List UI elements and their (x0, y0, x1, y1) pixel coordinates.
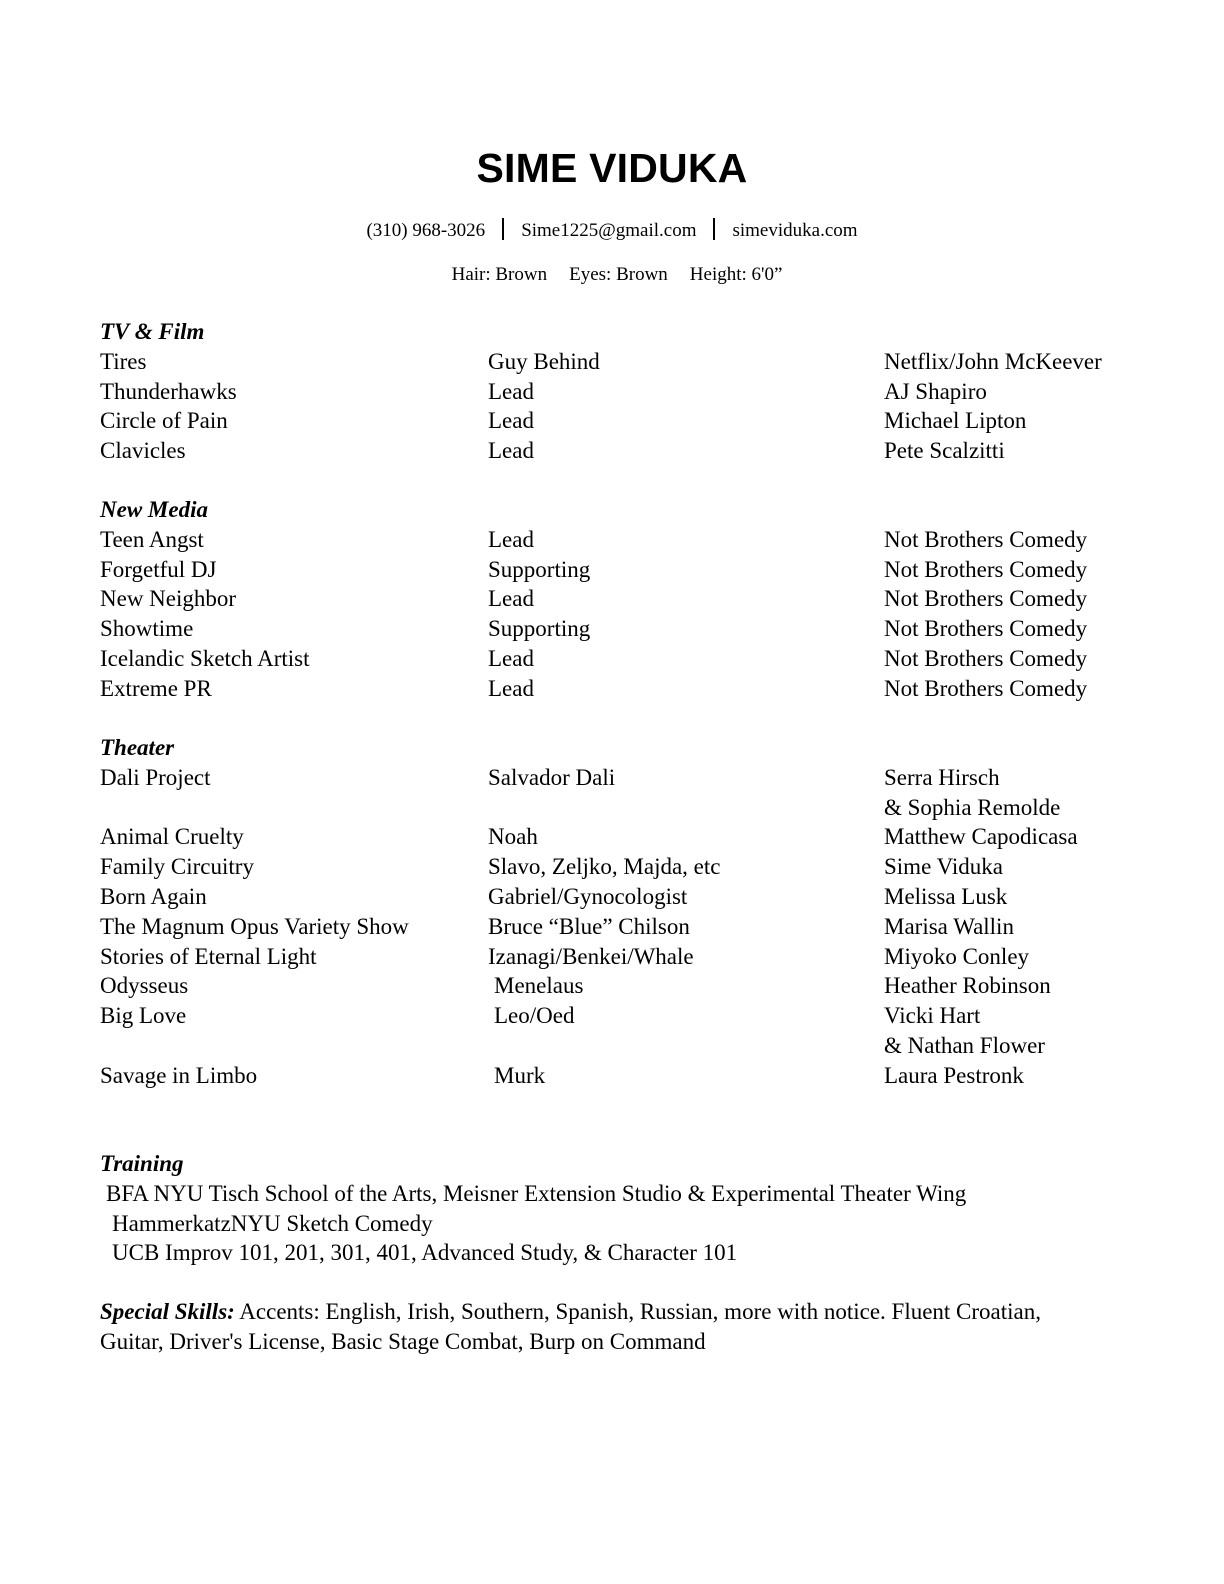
credit-row (100, 882, 1160, 912)
credit-row (100, 584, 1160, 614)
role: Lead (488, 408, 534, 434)
credit-row (100, 555, 1160, 585)
role: Leo/Oed (494, 1003, 575, 1029)
eye-color: Eyes: Brown (569, 264, 668, 285)
credit-row (100, 436, 1160, 466)
project-title: Odysseus (100, 973, 189, 999)
credit-company (884, 822, 1078, 852)
credit-company (884, 1001, 1045, 1061)
credit-line: Not Brothers Comedy (884, 616, 1088, 642)
section-title: Training (100, 1151, 184, 1176)
credit-row (100, 942, 1160, 972)
role: Lead (488, 586, 534, 612)
role: Lead (488, 438, 534, 464)
credit-line: Matthew Capodicasa (884, 824, 1078, 850)
project-title: Family Circuitry (100, 854, 254, 880)
project-title: Animal Cruelty (100, 824, 244, 850)
contact-divider (502, 218, 504, 240)
credit-company (884, 912, 1014, 942)
project-title: New Neighbor (100, 586, 237, 612)
special-skills (100, 1297, 1110, 1357)
credit-line: Melissa Lusk (884, 883, 1008, 909)
credit-row (100, 1061, 1160, 1091)
credit-row (100, 912, 1160, 942)
project-title: Icelandic Sketch Artist (100, 645, 310, 671)
project-title: Tires (100, 348, 147, 374)
role: Supporting (488, 616, 591, 642)
credit-company (884, 882, 1007, 912)
project-title: Circle of Pain (100, 408, 228, 434)
section-theater (100, 733, 1160, 1091)
role: Gabriel/Gynocologist (488, 883, 688, 909)
credit-company (884, 525, 1087, 555)
project-title: Clavicles (100, 438, 186, 464)
credit-row (100, 852, 1160, 882)
credit-row (100, 763, 1160, 823)
credit-line: Serra Hirsch (884, 764, 1000, 790)
role: Guy Behind (488, 348, 600, 374)
training-line: UCB Improv 101, 201, 301, 401, Advanced Study, & Character 101 (112, 1240, 738, 1266)
credit-company (884, 971, 1051, 1001)
role: Lead (488, 675, 534, 701)
credit-line: Not Brothers Comedy (884, 526, 1088, 552)
credit-company (884, 584, 1087, 614)
contact-divider (713, 218, 715, 240)
training-line: BFA NYU Tisch School of the Arts, Meisner Extension Studio & Experimental Theater Wing (106, 1180, 967, 1206)
hair-color: Hair: Brown (451, 264, 548, 285)
credit-line: AJ Shapiro (884, 378, 987, 404)
credit-company (884, 555, 1087, 585)
credit-line: Michael Lipton (884, 408, 1027, 434)
credit-row (100, 822, 1160, 852)
actor-name: SIME VIDUKA (476, 145, 748, 191)
project-title: The Magnum Opus Variety Show (100, 913, 409, 939)
physical-stats (0, 261, 1224, 289)
credit-company (884, 674, 1087, 704)
role: Murk (494, 1062, 546, 1088)
credit-line: Not Brothers Comedy (884, 586, 1088, 612)
website: simeviduka.com (732, 220, 858, 241)
credit-row (100, 674, 1160, 704)
credit-line: Miyoko Conley (884, 943, 1030, 969)
credit-line: Vicki Hart (884, 1003, 981, 1029)
special-skills-text: Accents: English, Irish, Southern, Spanish, Russian, more with notice. Fluent Croatian, Guitar, Driver's License, Basic Stage Combat, Burp on Command (100, 1299, 1042, 1354)
credit-company (884, 644, 1087, 674)
project-title: Born Again (100, 883, 207, 909)
credit-line: Netflix/John McKeever (884, 348, 1102, 374)
training-line: HammerkatzNYU Sketch Comedy (112, 1210, 433, 1236)
section-training (100, 1149, 1160, 1268)
section-new-media (100, 495, 1160, 704)
height: Height: 6'0” (689, 264, 783, 285)
project-title: Extreme PR (100, 675, 212, 701)
credit-row (100, 614, 1160, 644)
section-title: TV & Film (100, 319, 205, 344)
credit-company (884, 436, 1005, 466)
role: Lead (488, 378, 534, 404)
credit-company (884, 377, 987, 407)
credit-company (884, 614, 1087, 644)
credit-line: Pete Scalzitti (884, 438, 1005, 464)
role: Menelaus (494, 973, 584, 999)
credit-row (100, 971, 1160, 1001)
credit-row (100, 347, 1160, 377)
role: Izanagi/Benkei/Whale (488, 943, 694, 969)
project-title: Teen Angst (100, 526, 204, 552)
role: Lead (488, 645, 534, 671)
credit-row (100, 1001, 1160, 1061)
credit-company (884, 347, 1102, 377)
credit-line: Not Brothers Comedy (884, 556, 1088, 582)
credit-company (884, 942, 1029, 972)
role: Noah (488, 824, 538, 850)
credit-row (100, 377, 1160, 407)
section-title: New Media (100, 497, 208, 522)
project-title: Savage in Limbo (100, 1062, 258, 1088)
contact-line (0, 217, 1224, 245)
credit-line: Marisa Wallin (884, 913, 1014, 939)
credit-line: Heather Robinson (884, 973, 1051, 999)
credit-company (884, 406, 1026, 436)
project-title: Thunderhawks (100, 378, 237, 404)
role: Salvador Dali (488, 764, 616, 790)
credit-company (884, 852, 1003, 882)
credit-line: Laura Pestronk (884, 1062, 1024, 1088)
project-title: Forgetful DJ (100, 556, 217, 582)
project-title: Stories of Eternal Light (100, 943, 317, 969)
credit-line: & Sophia Remolde (884, 794, 1061, 820)
role: Supporting (488, 556, 591, 582)
section-tv-film (100, 317, 1160, 466)
credit-company (884, 763, 1060, 823)
role: Lead (488, 526, 534, 552)
email-address: Sime1225@gmail.com (521, 220, 697, 241)
project-title: Big Love (100, 1003, 187, 1029)
project-title: Showtime (100, 616, 194, 642)
credit-company (884, 1061, 1024, 1091)
phone-number: (310) 968-3026 (366, 220, 486, 241)
credit-line: & Nathan Flower (884, 1032, 1045, 1058)
section-title: Theater (100, 735, 175, 760)
credit-line: Sime Viduka (884, 854, 1003, 880)
credit-row (100, 406, 1160, 436)
credit-line: Not Brothers Comedy (884, 675, 1088, 701)
special-skills-label: Special Skills: (100, 1299, 235, 1324)
credit-line: Not Brothers Comedy (884, 645, 1088, 671)
credit-row (100, 525, 1160, 555)
project-title: Dali Project (100, 764, 211, 790)
role: Slavo, Zeljko, Majda, etc (488, 854, 721, 880)
credit-row (100, 644, 1160, 674)
role: Bruce “Blue” Chilson (488, 913, 690, 939)
